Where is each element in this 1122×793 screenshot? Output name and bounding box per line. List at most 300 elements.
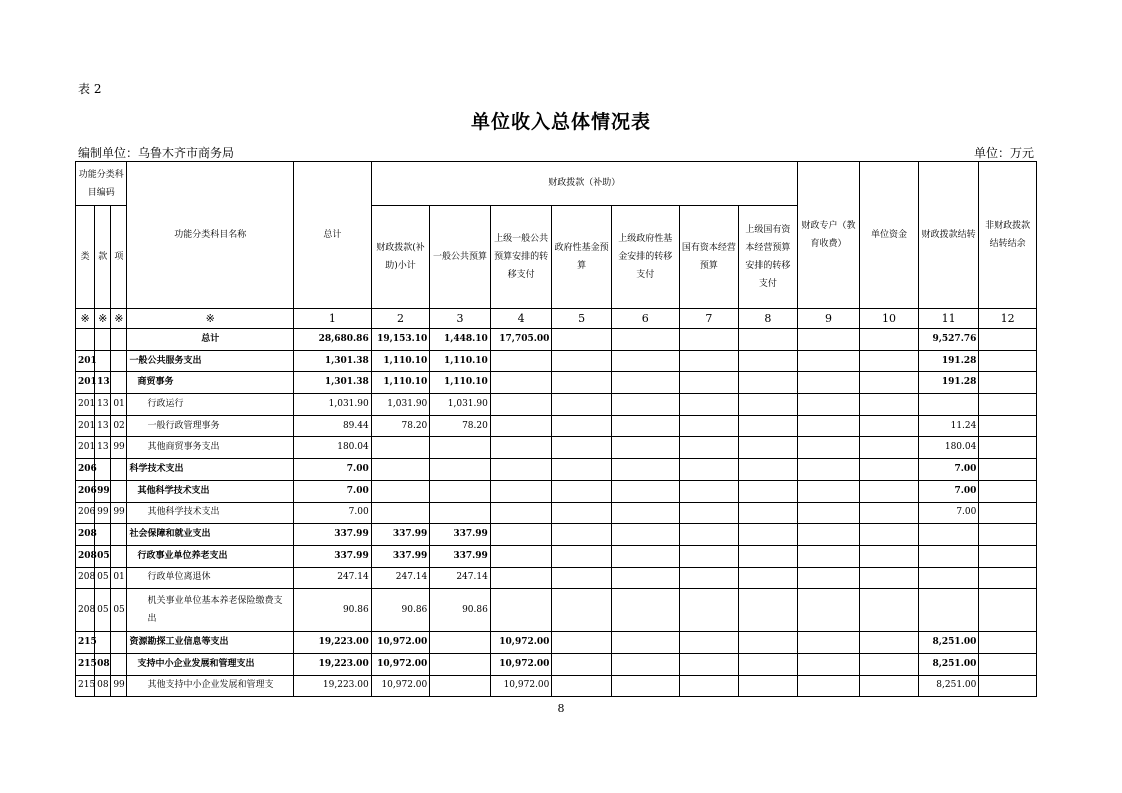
value-cell xyxy=(552,394,612,416)
code-kuan: 99 xyxy=(95,480,111,502)
value-cell xyxy=(797,653,860,675)
value-cell xyxy=(797,524,860,546)
value-cell: 1,110.10 xyxy=(430,350,491,372)
state-capital-header: 国有资本经营预算 xyxy=(679,206,739,309)
code-xiang xyxy=(111,372,127,394)
code-lei: 201 xyxy=(76,350,95,372)
value-cell xyxy=(611,437,679,459)
value-cell: 247.14 xyxy=(430,567,491,589)
value-cell xyxy=(797,372,860,394)
func-name-header: 功能分类科目名称 xyxy=(127,162,294,309)
value-cell xyxy=(979,480,1037,502)
value-cell: 1,110.10 xyxy=(371,372,430,394)
value-cell xyxy=(679,675,739,697)
value-cell xyxy=(490,480,552,502)
index-cell: 4 xyxy=(490,309,552,329)
value-cell xyxy=(739,632,798,654)
value-cell xyxy=(611,653,679,675)
value-cell xyxy=(490,350,552,372)
table-row xyxy=(76,415,1037,437)
value-cell: 247.14 xyxy=(371,567,430,589)
value-cell xyxy=(979,524,1037,546)
value-cell xyxy=(371,459,430,481)
value-cell xyxy=(739,567,798,589)
value-cell: 1,110.10 xyxy=(371,350,430,372)
value-cell xyxy=(552,459,612,481)
value-cell xyxy=(797,394,860,416)
page-number: 8 xyxy=(557,702,565,715)
func-name-cell: 科学技术支出 xyxy=(127,459,294,481)
value-cell xyxy=(797,675,860,697)
value-cell xyxy=(860,459,919,481)
total-header: 总计 xyxy=(294,162,372,309)
value-cell xyxy=(679,459,739,481)
value-cell: 7.00 xyxy=(918,459,979,481)
value-cell xyxy=(552,589,612,632)
value-cell: 337.99 xyxy=(294,545,372,567)
value-cell xyxy=(860,653,919,675)
func-name-cell: 总计 xyxy=(127,329,294,351)
value-cell xyxy=(490,394,552,416)
code-kuan: 99 xyxy=(95,502,111,524)
value-cell xyxy=(371,437,430,459)
value-cell: 90.86 xyxy=(371,589,430,632)
value-cell xyxy=(611,675,679,697)
value-cell: 10,972.00 xyxy=(490,653,552,675)
value-cell xyxy=(430,502,491,524)
table-row xyxy=(76,502,1037,524)
carryover-header: 财政拨款结转 xyxy=(918,162,979,309)
value-cell xyxy=(490,372,552,394)
value-cell xyxy=(979,372,1037,394)
index-cell: ※ xyxy=(95,309,111,329)
index-cell: 3 xyxy=(430,309,491,329)
value-cell xyxy=(918,524,979,546)
value-cell xyxy=(679,350,739,372)
func-code-header: 功能分类科目编码 xyxy=(76,162,127,206)
value-cell xyxy=(611,632,679,654)
value-cell xyxy=(552,372,612,394)
general-budget-header: 一般公共预算 xyxy=(430,206,491,309)
value-cell xyxy=(611,502,679,524)
value-cell: 90.86 xyxy=(294,589,372,632)
value-cell: 337.99 xyxy=(371,524,430,546)
value-cell xyxy=(611,480,679,502)
value-cell xyxy=(979,632,1037,654)
value-cell xyxy=(797,350,860,372)
value-cell xyxy=(552,567,612,589)
table-row xyxy=(76,653,1037,675)
value-cell xyxy=(739,589,798,632)
index-cell: 10 xyxy=(860,309,919,329)
value-cell: 337.99 xyxy=(371,545,430,567)
value-cell: 10,972.00 xyxy=(371,653,430,675)
value-cell: 19,223.00 xyxy=(294,675,372,697)
value-cell xyxy=(552,329,612,351)
code-xiang xyxy=(111,632,127,654)
code-lei: 201 xyxy=(76,394,95,416)
code-xiang: 99 xyxy=(111,675,127,697)
lei-header: 类 xyxy=(76,206,95,309)
value-cell xyxy=(739,502,798,524)
code-kuan: 05 xyxy=(95,567,111,589)
index-cell: 5 xyxy=(552,309,612,329)
value-cell xyxy=(979,567,1037,589)
code-xiang: 05 xyxy=(111,589,127,632)
func-name-cell: 资源勘探工业信息等支出 xyxy=(127,632,294,654)
code-lei: 206 xyxy=(76,459,95,481)
value-cell xyxy=(430,653,491,675)
value-cell: 90.86 xyxy=(430,589,491,632)
value-cell xyxy=(797,415,860,437)
value-cell xyxy=(679,545,739,567)
table-row xyxy=(76,459,1037,481)
func-name-cell: 其他支持中小企业发展和管理支 xyxy=(127,675,294,697)
value-cell xyxy=(371,480,430,502)
value-cell xyxy=(552,632,612,654)
value-cell: 1,301.38 xyxy=(294,372,372,394)
func-name-cell: 其他商贸事务支出 xyxy=(127,437,294,459)
value-cell: 191.28 xyxy=(918,372,979,394)
value-cell xyxy=(490,459,552,481)
value-cell: 7.00 xyxy=(918,480,979,502)
code-kuan: 13 xyxy=(95,415,111,437)
index-cell: 12 xyxy=(979,309,1037,329)
func-name-cell: 机关事业单位基本养老保险缴费支出 xyxy=(127,589,294,632)
value-cell xyxy=(860,675,919,697)
value-cell xyxy=(611,350,679,372)
index-cell: 1 xyxy=(294,309,372,329)
value-cell xyxy=(860,567,919,589)
value-cell xyxy=(611,524,679,546)
value-cell xyxy=(860,524,919,546)
value-cell xyxy=(552,524,612,546)
value-cell: 7.00 xyxy=(918,502,979,524)
code-lei: 215 xyxy=(76,653,95,675)
value-cell: 337.99 xyxy=(430,545,491,567)
value-cell: 1,031.90 xyxy=(430,394,491,416)
value-cell xyxy=(979,653,1037,675)
index-cell: 7 xyxy=(679,309,739,329)
code-xiang xyxy=(111,653,127,675)
value-cell xyxy=(552,653,612,675)
value-cell xyxy=(860,437,919,459)
value-cell: 337.99 xyxy=(294,524,372,546)
value-cell xyxy=(979,459,1037,481)
code-lei: 201 xyxy=(76,415,95,437)
value-cell xyxy=(739,480,798,502)
value-cell xyxy=(611,415,679,437)
value-cell xyxy=(979,350,1037,372)
value-cell: 1,031.90 xyxy=(371,394,430,416)
value-cell: 7.00 xyxy=(294,502,372,524)
func-name-cell: 行政运行 xyxy=(127,394,294,416)
code-xiang: 02 xyxy=(111,415,127,437)
code-lei: 208 xyxy=(76,567,95,589)
value-cell xyxy=(611,372,679,394)
code-xiang: 99 xyxy=(111,437,127,459)
value-cell: 180.04 xyxy=(918,437,979,459)
code-kuan: 13 xyxy=(95,394,111,416)
value-cell xyxy=(739,653,798,675)
value-cell xyxy=(611,545,679,567)
value-cell xyxy=(979,675,1037,697)
code-lei: 208 xyxy=(76,545,95,567)
value-cell xyxy=(679,372,739,394)
value-cell xyxy=(552,415,612,437)
index-cell: 2 xyxy=(371,309,430,329)
value-cell xyxy=(979,545,1037,567)
value-cell xyxy=(979,437,1037,459)
value-cell xyxy=(611,459,679,481)
value-cell xyxy=(860,589,919,632)
value-cell xyxy=(797,589,860,632)
index-cell: ※ xyxy=(76,309,95,329)
value-cell xyxy=(611,567,679,589)
value-cell xyxy=(679,567,739,589)
value-cell xyxy=(979,415,1037,437)
value-cell xyxy=(490,415,552,437)
value-cell: 10,972.00 xyxy=(371,675,430,697)
value-cell: 10,972.00 xyxy=(490,675,552,697)
value-cell xyxy=(430,675,491,697)
code-lei: 208 xyxy=(76,524,95,546)
income-table xyxy=(75,161,1037,697)
value-cell xyxy=(552,480,612,502)
value-cell: 1,301.38 xyxy=(294,350,372,372)
value-cell xyxy=(860,632,919,654)
value-cell xyxy=(552,545,612,567)
value-cell xyxy=(860,372,919,394)
value-cell xyxy=(860,394,919,416)
func-name-cell: 支持中小企业发展和管理支出 xyxy=(127,653,294,675)
code-kuan xyxy=(95,350,111,372)
code-lei: 206 xyxy=(76,502,95,524)
value-cell xyxy=(860,502,919,524)
value-cell: 337.99 xyxy=(430,524,491,546)
kuan-header: 款 xyxy=(95,206,111,309)
value-cell xyxy=(430,459,491,481)
fiscal-special-header: 财政专户（教育收费） xyxy=(797,162,860,309)
value-cell: 28,680.86 xyxy=(294,329,372,351)
gov-fund-header: 政府性基金预算 xyxy=(552,206,612,309)
code-xiang: 01 xyxy=(111,394,127,416)
value-cell: 7.00 xyxy=(294,459,372,481)
func-name-cell: 一般行政管理事务 xyxy=(127,415,294,437)
value-cell: 8,251.00 xyxy=(918,632,979,654)
index-cell: 11 xyxy=(918,309,979,329)
index-cell: 6 xyxy=(611,309,679,329)
value-cell xyxy=(611,589,679,632)
value-cell xyxy=(739,524,798,546)
code-lei: 201 xyxy=(76,437,95,459)
value-cell: 10,972.00 xyxy=(371,632,430,654)
value-cell: 9,527.76 xyxy=(918,329,979,351)
value-cell xyxy=(739,675,798,697)
func-name-cell: 行政事业单位养老支出 xyxy=(127,545,294,567)
value-cell: 78.20 xyxy=(371,415,430,437)
value-cell: 8,251.00 xyxy=(918,653,979,675)
value-cell xyxy=(797,545,860,567)
value-cell xyxy=(797,480,860,502)
value-cell xyxy=(679,653,739,675)
table-row xyxy=(76,350,1037,372)
value-cell xyxy=(918,589,979,632)
value-cell xyxy=(797,437,860,459)
value-cell xyxy=(797,502,860,524)
table-row xyxy=(76,480,1037,502)
value-cell xyxy=(430,480,491,502)
value-cell: 1,031.90 xyxy=(294,394,372,416)
fiscal-subtotal-header: 财政拨款(补助)小计 xyxy=(371,206,430,309)
value-cell xyxy=(490,502,552,524)
value-cell: 180.04 xyxy=(294,437,372,459)
value-cell xyxy=(739,350,798,372)
value-cell xyxy=(739,394,798,416)
value-cell: 19,223.00 xyxy=(294,632,372,654)
value-cell: 1,448.10 xyxy=(430,329,491,351)
value-cell: 78.20 xyxy=(430,415,491,437)
value-cell xyxy=(679,480,739,502)
code-xiang xyxy=(111,329,127,351)
value-cell: 8,251.00 xyxy=(918,675,979,697)
value-cell: 19,223.00 xyxy=(294,653,372,675)
code-kuan: 08 xyxy=(95,653,111,675)
code-xiang xyxy=(111,524,127,546)
value-cell xyxy=(860,350,919,372)
value-cell: 10,972.00 xyxy=(490,632,552,654)
value-cell xyxy=(739,415,798,437)
code-kuan: 05 xyxy=(95,589,111,632)
value-cell: 89.44 xyxy=(294,415,372,437)
code-kuan xyxy=(95,632,111,654)
value-cell xyxy=(679,394,739,416)
value-cell: 191.28 xyxy=(918,350,979,372)
code-lei: 201 xyxy=(76,372,95,394)
func-name-cell: 社会保障和就业支出 xyxy=(127,524,294,546)
value-cell xyxy=(979,329,1037,351)
value-cell xyxy=(611,394,679,416)
value-cell xyxy=(679,329,739,351)
upper-state-capital-header: 上级国有资本经营预算安排的转移支付 xyxy=(739,206,798,309)
value-cell xyxy=(552,437,612,459)
value-cell xyxy=(490,437,552,459)
func-name-cell: 行政单位离退休 xyxy=(127,567,294,589)
page-title: 单位收入总体情况表 xyxy=(470,111,651,133)
value-cell xyxy=(679,437,739,459)
value-cell xyxy=(979,502,1037,524)
table-row xyxy=(76,675,1037,697)
value-cell xyxy=(371,502,430,524)
value-cell xyxy=(860,480,919,502)
value-cell xyxy=(552,350,612,372)
code-lei: 215 xyxy=(76,675,95,697)
table-row xyxy=(76,329,1037,351)
xiang-header: 项 xyxy=(111,206,127,309)
value-cell xyxy=(797,632,860,654)
value-cell xyxy=(430,632,491,654)
code-kuan xyxy=(95,524,111,546)
code-kuan: 05 xyxy=(95,545,111,567)
code-lei: 206 xyxy=(76,480,95,502)
code-kuan: 13 xyxy=(95,437,111,459)
index-cell: ※ xyxy=(111,309,127,329)
table-row xyxy=(76,589,1037,632)
fiscal-group-header: 财政拨款（补助） xyxy=(371,162,797,206)
index-cell: ※ xyxy=(127,309,294,329)
table-row xyxy=(76,567,1037,589)
upper-general-header: 上级一般公共预算安排的转移支付 xyxy=(490,206,552,309)
code-lei: 208 xyxy=(76,589,95,632)
value-cell xyxy=(860,329,919,351)
value-cell xyxy=(490,589,552,632)
value-cell xyxy=(979,394,1037,416)
code-kuan: 08 xyxy=(95,675,111,697)
code-kuan xyxy=(95,329,111,351)
value-cell xyxy=(860,415,919,437)
func-name-cell: 其他科学技术支出 xyxy=(127,480,294,502)
unit-funds-header: 单位资金 xyxy=(860,162,919,309)
value-cell xyxy=(490,545,552,567)
value-cell xyxy=(918,394,979,416)
value-cell xyxy=(979,589,1037,632)
code-xiang xyxy=(111,545,127,567)
value-cell xyxy=(739,372,798,394)
value-cell xyxy=(679,589,739,632)
value-cell xyxy=(739,545,798,567)
unit-label: 单位：万元 xyxy=(973,146,1034,160)
table-row xyxy=(76,437,1037,459)
code-kuan xyxy=(95,459,111,481)
value-cell xyxy=(679,415,739,437)
non-fiscal-carryover-header: 非财政拨款结转结余 xyxy=(979,162,1037,309)
code-xiang: 01 xyxy=(111,567,127,589)
value-cell xyxy=(918,567,979,589)
value-cell xyxy=(918,545,979,567)
code-lei: 215 xyxy=(76,632,95,654)
code-xiang xyxy=(111,350,127,372)
table-row xyxy=(76,372,1037,394)
table-row xyxy=(76,632,1037,654)
value-cell xyxy=(739,437,798,459)
func-name-cell: 商贸事务 xyxy=(127,372,294,394)
org-label: 编制单位：乌鲁木齐市商务局 xyxy=(78,146,235,160)
value-cell xyxy=(552,675,612,697)
func-name-cell: 一般公共服务支出 xyxy=(127,350,294,372)
value-cell xyxy=(552,502,612,524)
value-cell xyxy=(739,459,798,481)
value-cell xyxy=(860,545,919,567)
value-cell: 247.14 xyxy=(294,567,372,589)
value-cell xyxy=(611,329,679,351)
value-cell xyxy=(679,632,739,654)
value-cell: 19,153.10 xyxy=(371,329,430,351)
value-cell: 7.00 xyxy=(294,480,372,502)
table-row xyxy=(76,394,1037,416)
upper-gov-fund-header: 上级政府性基金安排的转移支付 xyxy=(611,206,679,309)
value-cell xyxy=(490,567,552,589)
index-row xyxy=(76,309,1037,329)
table-label: 表 2 xyxy=(78,82,102,96)
value-cell xyxy=(679,524,739,546)
code-xiang: 99 xyxy=(111,502,127,524)
value-cell xyxy=(490,524,552,546)
value-cell xyxy=(797,567,860,589)
index-cell: 8 xyxy=(739,309,798,329)
value-cell xyxy=(797,459,860,481)
code-xiang xyxy=(111,480,127,502)
code-kuan: 13 xyxy=(95,372,111,394)
